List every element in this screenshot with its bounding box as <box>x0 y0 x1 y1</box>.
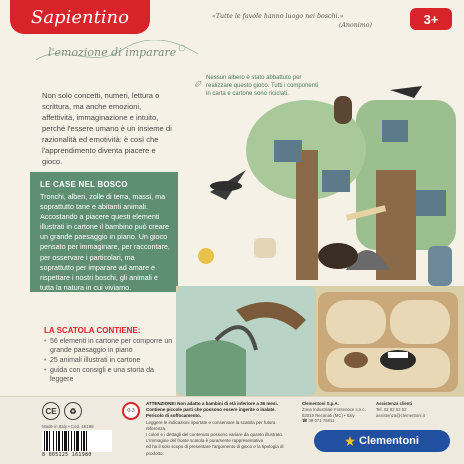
ean-number: 8 005125 161980 <box>42 452 92 458</box>
warning-line: I colori e i dettagli del contenuto possono variare da quanto illustrato. <box>146 432 284 438</box>
eco-note-text: Nessun albero è stato abbattuto per realizzare questo gioco. Tutti i componenti in carta e cartone sono riciclati. <box>206 75 319 97</box>
warning-line: ed ha il solo scopo di presentare l'argomento di gioco e la tipologia di prodotto. <box>146 444 284 456</box>
ce-mark: CE <box>42 402 60 420</box>
quote-author: (Anonimo) <box>338 22 372 29</box>
age-warning-icon: 0-3 <box>122 402 140 420</box>
quote-text: «Tutte le favole hanno luogo nei boschi.» <box>212 13 344 20</box>
section-body: Tronchi, alberi, zolle di terra, massi, ma soprattutto tane e abitanti animali. Accostando a piacere questi elementi illustrati in cartone il bambino può creare un grande paesaggio in piano. Un gioco pensato per immaginare, per raccontare, per osservare i particolari, ma soprattutto per imparare ad amare e rispettare i nostri boschi, gli animali e tutta la natura in cui viviamo. <box>40 192 170 292</box>
company-line: 62019 Recanati (MC) • Italy <box>302 412 355 418</box>
customer-assistance <box>376 401 456 418</box>
made-in-label: Made in Italy • Cod. 16198 <box>42 424 94 429</box>
list-item: • 56 elementi in cartone per comporre un grande paesaggio in piano <box>44 337 176 355</box>
description-panel <box>30 172 178 292</box>
sapientino-logo <box>10 0 150 34</box>
age-badge: 3+ <box>410 8 452 30</box>
warning-line: Pericolo di soffocamento. <box>146 413 202 419</box>
company-line: ☎ 39 071 75811 <box>302 418 335 424</box>
brand-name: Sapientino <box>30 6 129 28</box>
list-item: • guida con consigli e una storia da leggere <box>44 366 176 384</box>
list-item: • 25 animali illustrati in cartone <box>44 356 176 365</box>
safety-warning <box>146 401 286 457</box>
box-contents-title: LA SCATOLA CONTIENE: <box>44 326 141 335</box>
quote <box>212 12 372 30</box>
recycle-icon: ♻ <box>64 402 82 420</box>
warning-title: ATTENZIONE! Non adatto a bambini di età inferiore a 36 mesi. <box>146 401 278 406</box>
clementoni-logo <box>314 430 450 452</box>
warning-line: Contiene piccole parti che possono essere ingerite o inalate. <box>146 407 276 413</box>
barcode <box>42 430 112 452</box>
section-title: LE CASE NEL BOSCO <box>40 180 128 189</box>
certification-marks <box>42 402 82 420</box>
company-line: Zona Industriale Fontenoce s.n.c. <box>302 406 366 412</box>
warning-line: Leggere le indicazioni riportate e conservare la scatola per futura referenza. <box>146 419 276 431</box>
company-info <box>302 401 372 424</box>
brand-tagline: l'emozione di imparare <box>48 46 177 59</box>
box-contents-list <box>44 337 176 385</box>
forest-houses-illustration <box>176 60 464 396</box>
logo-text: Clementoni <box>359 435 419 447</box>
star-icon <box>345 436 355 446</box>
assistance-line: assistenza@clementoni.it <box>376 412 425 418</box>
assistance-title: Assistenza clienti <box>376 401 413 406</box>
assistance-line: Tel. 02 82 52 52 <box>376 406 407 412</box>
company-name: Clementoni S.p.A. <box>302 401 339 406</box>
warning-line: L'immagine del fronte scatola è puramente rappresentativa <box>146 438 264 444</box>
intro-text: Non solo concetti, numeri, lettura o scrittura, ma anche emozioni, affettività, immaginazione e intuito, perché l'essere umano è un insieme di razionalità ed emotività: è così che l'apprendimento diventa piacere e gioco. <box>42 91 172 166</box>
